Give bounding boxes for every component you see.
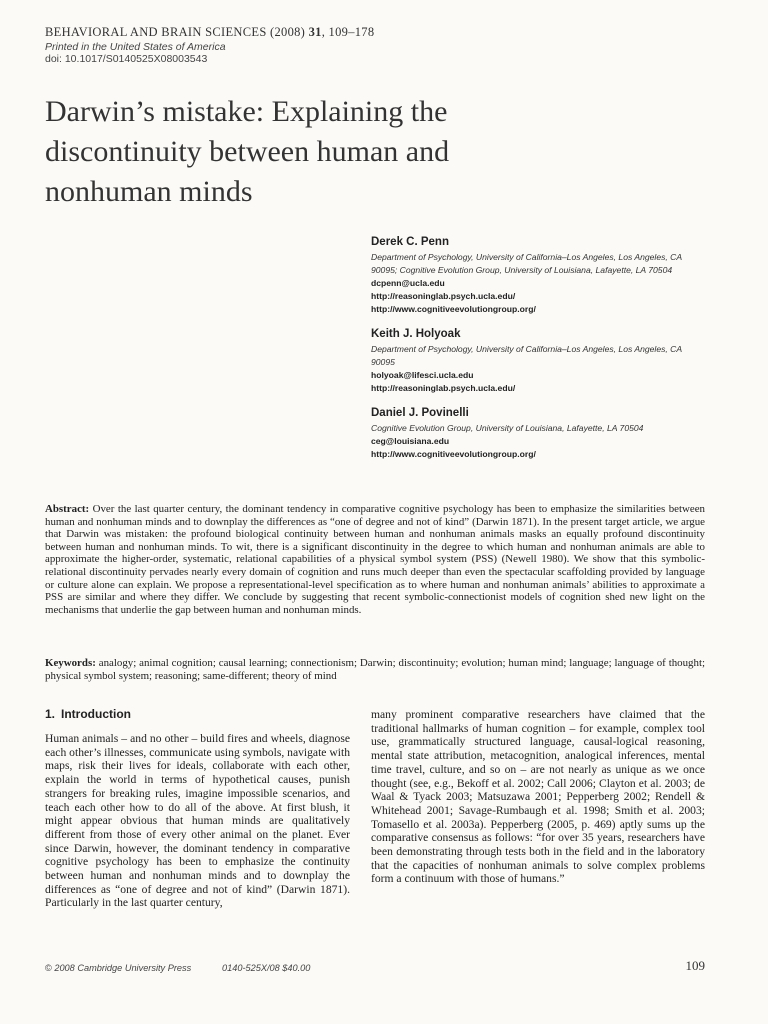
author-penn (371, 236, 696, 316)
footer-issn: 0140-525X/08 $40.00 (222, 963, 311, 973)
footer-copyright (45, 963, 191, 973)
author-url[interactable]: http://www.cognitiveevolutiongroup.org/ (371, 449, 536, 459)
keywords-text: analogy; animal cognition; causal learning; connectionism; Darwin; discontinuity; evolution; human mind; language; language of thought; physical symbol system; reasoning; same-different; theory of mind (45, 657, 705, 682)
abstract-text: Over the last quarter century, the dominant tendency in comparative cognitive psychology has been to emphasize the similarities between human and nonhuman minds and to downplay the differences as “one of degree and not of kind” (Darwin 1871). In the present target article, we argue that Darwin was mistaken: the profound biological continuity between human and nonhuman animals masks an equally profound discontinuity between human and nonhuman minds. To wit, there is a significant discontinuity in the degree to which human and nonhuman animals are able to approximate the higher-order, systematic, relational capabilities of a physical symbol system (PSS) (Newell 1980). We show that this symbolic-relational discontinuity pervades nearly every domain of cognition and runs much deeper than even the spectacular scaffolding provided by language or culture alone can explain. We propose a representational-level specification as to where human and nonhuman animals’ abilities to approximate a PSS are similar and where they differ. We conclude by suggesting that recent symbolic-connectionist models of cognition shed new light on the mechanisms that underlie the gap between human and nonhuman minds. (45, 503, 705, 616)
copyright-symbol: © (45, 963, 52, 973)
author-email[interactable]: holyoak@lifesci.ucla.edu (371, 370, 474, 380)
author-url[interactable]: http://reasoninglab.psych.ucla.edu/ (371, 291, 516, 301)
author-name: Daniel J. Povinelli (371, 407, 469, 419)
abstract-label: Abstract: (45, 503, 90, 515)
author-email[interactable]: ceg@louisiana.edu (371, 436, 450, 446)
section-heading: 1. Introduction (45, 707, 131, 721)
page-number: 109 (685, 958, 705, 973)
author-affiliation: Department of Psychology, University of California–Los Angeles, Los Angeles, CA 90095 (371, 344, 682, 367)
author-url[interactable]: http://reasoninglab.psych.ucla.edu/ (371, 383, 516, 393)
copyright-text: 2008 Cambridge University Press (51, 963, 192, 973)
author-email[interactable]: dcpenn@ucla.edu (371, 278, 445, 288)
journal-name: BEHAVIORAL AND BRAIN SCIENCES (45, 25, 267, 39)
author-block (371, 236, 696, 473)
journal-year: (2008) (270, 25, 306, 39)
journal-volume: 31 (308, 25, 322, 39)
author-povinelli (371, 407, 696, 461)
printed-note: Printed in the United States of America (45, 41, 226, 53)
abstract (45, 503, 705, 616)
doi[interactable]: doi: 10.1017/S0140525X08003543 (45, 53, 208, 65)
keywords (45, 657, 705, 682)
body-column-left: Human animals – and no other – build fires and wheels, diagnose each other’s illnesses, communicate using symbols, navigate with maps, risk their lives for ideals, collaborate with each other, explain the world in terms of hypothetical causes, punish strangers for breaking rules, imagine impossible scenarios, and teach each other how to do all of the above. At first blush, it might appear obvious that human minds are qualitatively different from those of every other animal on the planet. Ever since Darwin, however, the dominant tendency in comparative cognitive psychology has been to emphasize the continuity between human and nonhuman minds and to downplay the differences as “one of degree and not of kind” (Darwin 1871). Particularly in the last quarter century, (45, 732, 350, 910)
author-holyoak (371, 328, 696, 395)
journal-pages: , 109–178 (321, 25, 375, 39)
article-title: Darwin’s mistake: Explaining the discontinuity between human and nonhuman minds (45, 95, 450, 208)
body-column-right: many prominent comparative researchers have claimed that the traditional hallmarks of human cognition – for example, complex tool use, grammatically structured language, causal-logical reasoning, mental state attribution, metacognition, analogical inferences, mental time travel, culture, and so on – are not nearly as unique as we once thought (see, e.g., Bekoff et al. 2002; Call 2006; Clayton et al. 2003; de Waal & Tyack 2003; Matsuzawa 2001; Pepperberg 2002; Rendell & Whitehead 2001; Savage-Rumbaugh et al. 1998; Smith et al. 2003; Tomasello et al. 2003a). Pepperberg (2005, p. 469) aptly sums up the comparative consensus as follows: “for over 35 years, researchers have been demonstrating through tests both in the field and in the laboratory that the capacities of nonhuman animals to solve complex problems form a continuum with those of humans.” (371, 708, 705, 886)
author-affiliation: Cognitive Evolution Group, University of Louisiana, Lafayette, LA 70504 (371, 423, 644, 433)
author-url[interactable]: http://www.cognitiveevolutiongroup.org/ (371, 304, 536, 314)
keywords-label: Keywords: (45, 657, 96, 669)
author-affiliation: Department of Psychology, University of California–Los Angeles, Los Angeles, CA 90095; Cognitive Evolution Group, University of Louisiana, Lafayette, LA 70504 (371, 252, 682, 275)
author-name: Derek C. Penn (371, 236, 449, 248)
journal-header (45, 25, 374, 40)
author-name: Keith J. Holyoak (371, 328, 461, 340)
